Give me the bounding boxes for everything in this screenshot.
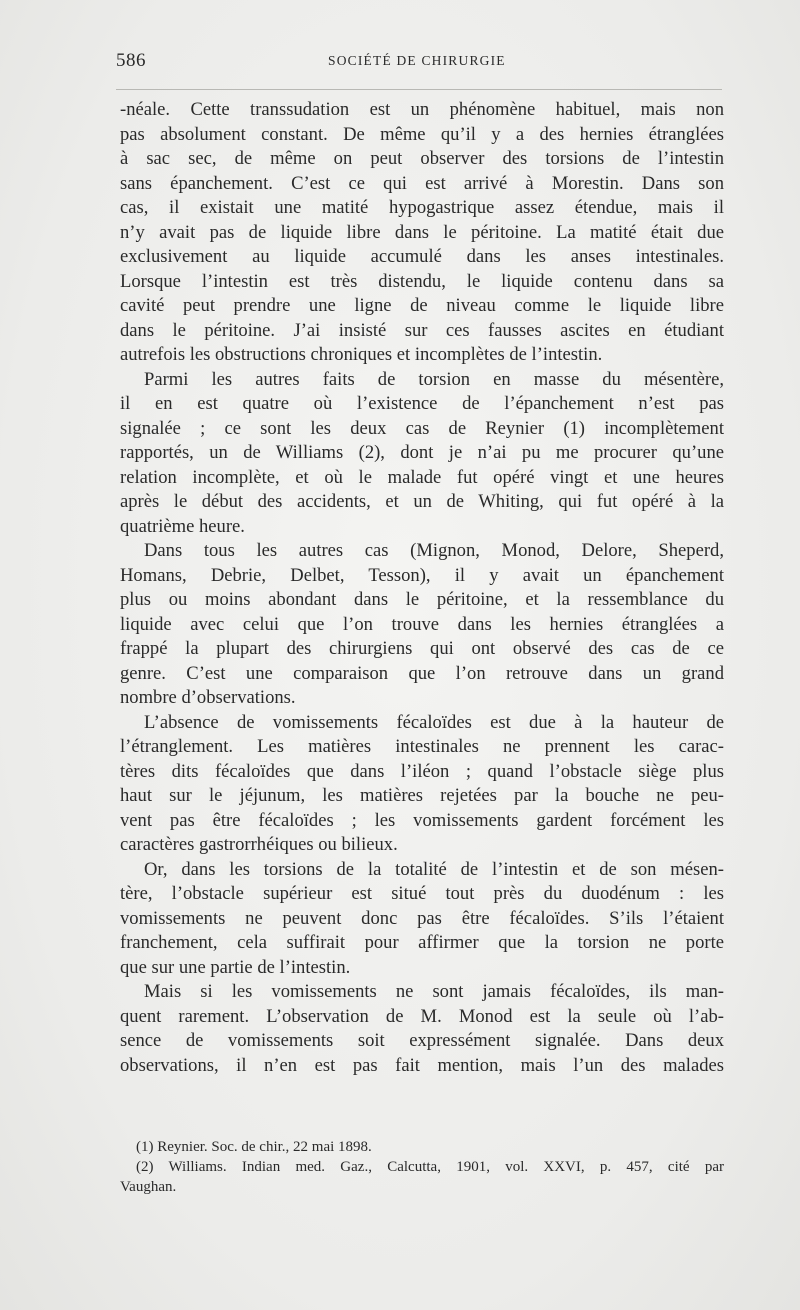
text-line: tères dits fécaloïdes que dans l’iléon ; quand l’obstacle siège plus [120, 760, 724, 782]
footnote-line: (1) Reynier. Soc. de chir., 22 mai 1898. [136, 1139, 372, 1155]
body-text [120, 98, 724, 1078]
page-number: 586 [116, 50, 146, 71]
footnote-line: (2) Williams. Indian med. Gaz., Calcutta, 1901, vol. XXVI, p. 457, cité par [136, 1159, 724, 1175]
text-line: l’étranglement. Les matières intestinales ne prennent les carac- [120, 736, 724, 757]
text-line: autrefois les obstructions chroniques et incomplètes de l’intestin. [120, 344, 603, 365]
text-line: frappé la plupart des chirurgiens qui ont observé des cas de ce [120, 638, 724, 659]
text-line: vomissements ne peuvent donc pas être fécaloïdes. S’ils l’étaient [120, 907, 724, 929]
footnote-line: Vaughan. [120, 1179, 177, 1195]
text-line: il en est quatre où l’existence de l’épanchement n’est pas [120, 393, 724, 414]
text-line: vent pas être fécaloïdes ; les vomissements gardent forcément les [120, 809, 724, 831]
header-rule [116, 89, 722, 90]
text-line: sence de vomissements soit expressément signalée. Dans deux [120, 1030, 724, 1051]
text-line: n’y avait pas de liquide libre dans le péritoine. La matité était due [120, 221, 724, 243]
text-line: tère, l’obstacle supérieur est situé tout près du duodénum : les [120, 883, 724, 904]
text-line: Lorsque l’intestin est très distendu, le liquide contenu dans sa [120, 270, 724, 292]
text-line: Dans tous les autres cas (Mignon, Monod, Delore, Sheperd, [144, 540, 724, 561]
text-line: signalée ; ce sont les deux cas de Reynier (1) incomplètement [120, 417, 724, 439]
text-line: franchement, cela suffirait pour affirmer que la torsion ne porte [120, 932, 724, 953]
text-line: dans le péritoine. J’ai insisté sur ces fausses ascites en étudiant [120, 319, 724, 341]
text-line: après le début des accidents, et un de Whiting, qui fut opéré à la [120, 491, 724, 512]
text-line: Parmi les autres faits de torsion en masse du mésentère, [144, 368, 724, 390]
text-line: L’absence de vomissements fécaloïdes est due à la hauteur de [144, 711, 724, 733]
text-line: observations, il n’en est pas fait mention, mais l’un des malades [120, 1054, 724, 1076]
text-line: nombre d’observations. [120, 687, 296, 708]
text-line: -néale. Cette transsudation est un phénomène habituel, mais non [120, 99, 724, 120]
footnotes [120, 1137, 724, 1197]
text-line: haut sur le jéjunum, les matières rejetées par la bouche ne peu- [120, 785, 724, 806]
text-line: que sur une partie de l’intestin. [120, 956, 351, 978]
text-line: Mais si les vomissements ne sont jamais fécaloïdes, ils man- [144, 981, 724, 1002]
text-line: rapportés, un de Williams (2), dont je n’ai pu me procurer qu’une [120, 442, 724, 463]
text-line: liquide avec celui que l’on trouve dans les hernies étranglées a [120, 613, 724, 635]
journal-title: SOCIÉTÉ DE CHIRURGIE [328, 53, 506, 68]
text-line: exclusivement au liquide accumulé dans les anses intestinales. [120, 246, 724, 267]
text-line: sans épanchement. C’est ce qui est arrivé à Morestin. Dans son [120, 172, 724, 194]
text-line: quent rarement. L’observation de M. Monod est la seule où l’ab- [120, 1005, 724, 1027]
text-line: plus ou moins abondant dans le péritoine, et la ressemblance du [120, 589, 724, 610]
text-line: quatrième heure. [120, 515, 245, 537]
text-line: Homans, Debrie, Delbet, Tesson), il y avait un épanchement [120, 564, 724, 586]
text-line: à sac sec, de même on peut observer des torsions de l’intestin [120, 148, 724, 169]
text-line: caractères gastrorrhéiques ou bilieux. [120, 834, 398, 855]
text-line: genre. C’est une comparaison que l’on retrouve dans un grand [120, 662, 724, 684]
text-line: cas, il existait une matité hypogastrique assez étendue, mais il [120, 197, 724, 218]
text-line: Or, dans les torsions de la totalité de l’intestin et de son mésen- [144, 858, 724, 880]
text-line: cavité peut prendre une ligne de niveau comme le liquide libre [120, 295, 724, 316]
text-line: pas absolument constant. De même qu’il y a des hernies étranglées [120, 123, 724, 145]
running-head [116, 50, 722, 74]
text-line: relation incomplète, et où le malade fut opéré vingt et une heures [120, 466, 724, 488]
